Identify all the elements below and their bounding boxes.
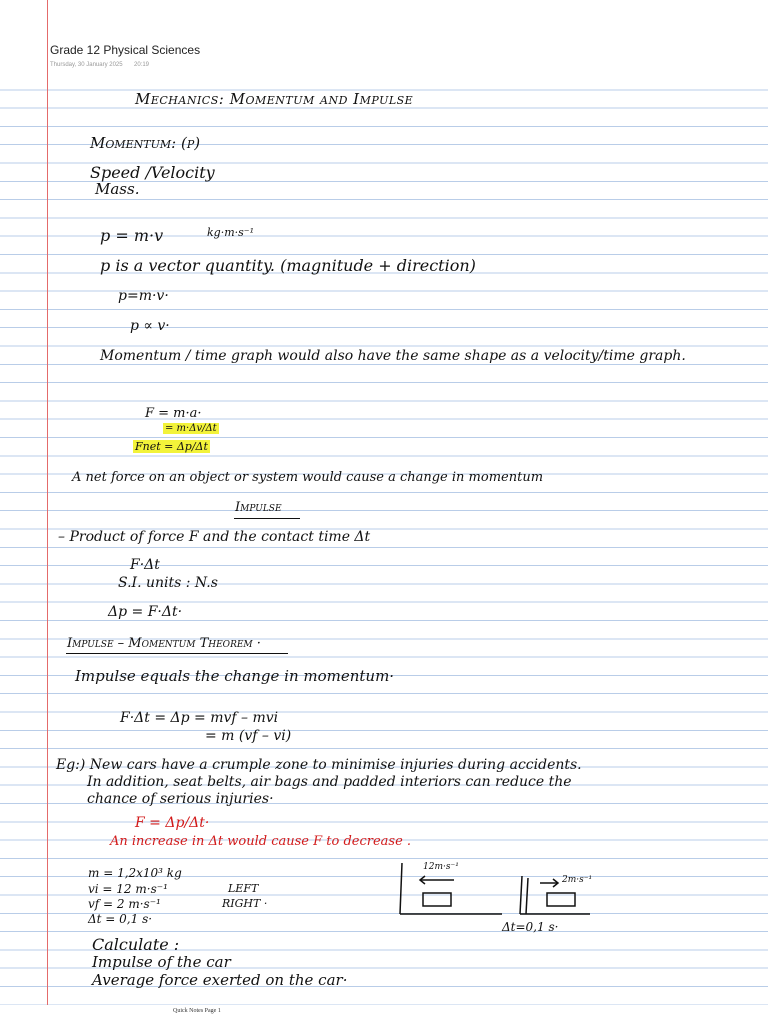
page-header-area bbox=[0, 0, 768, 84]
calculate-impulse: Impulse of the car bbox=[92, 953, 231, 971]
collision-diagram bbox=[390, 860, 593, 936]
theorem-statement: Impulse equals the change in momentum· bbox=[75, 667, 395, 685]
page-footer-area bbox=[0, 1005, 768, 1024]
diagram-velocity-2: 2m·s⁻¹ bbox=[562, 875, 593, 885]
car-2 bbox=[547, 893, 575, 906]
impulse-heading: Impulse bbox=[235, 500, 282, 515]
wall-2-thick bbox=[526, 878, 528, 914]
f-equals-ma: F = m·a· bbox=[145, 406, 202, 421]
main-heading: Mechanics: Momentum and Impulse bbox=[135, 90, 414, 108]
highlight-mdv: = m·Δv/Δt bbox=[165, 423, 217, 434]
wall-2 bbox=[520, 876, 522, 914]
page-date: Thursday, 30 January 2025 bbox=[50, 62, 123, 68]
red-margin-line bbox=[47, 0, 48, 1005]
p-proportional-v: p ∝ v· bbox=[130, 318, 170, 334]
example-line-2: In addition, seat belts, air bags and padded interiors can reduce the bbox=[87, 774, 572, 790]
given-vi-direction: LEFT bbox=[228, 882, 259, 895]
red-force-formula: F = Δp/Δt· bbox=[135, 815, 210, 831]
wall-1 bbox=[400, 863, 402, 914]
given-contact-time: Δt = 0,1 s· bbox=[88, 912, 153, 926]
theorem-underline bbox=[66, 653, 288, 654]
given-final-velocity: vf = 2 m·s⁻¹ bbox=[88, 897, 161, 911]
theorem-equation-2: = m (vf – vi) bbox=[205, 728, 292, 744]
f-dt-text: F·Δt bbox=[130, 557, 160, 573]
car-1 bbox=[423, 893, 451, 906]
momentum-units: kg·m·s⁻¹ bbox=[207, 226, 254, 239]
net-force-text: A net force on an object or system would cause a change in momentum bbox=[72, 470, 544, 485]
example-line-1: Eg:) New cars have a crumple zone to minimise injuries during accidents. bbox=[56, 757, 582, 773]
given-initial-velocity: vi = 12 m·s⁻¹ bbox=[88, 882, 168, 896]
momentum-formula: p = m·v bbox=[100, 226, 164, 245]
calculate-heading: Calculate : bbox=[92, 935, 180, 954]
theorem-equation-1: F·Δt = Δp = mvf – mvi bbox=[120, 710, 279, 726]
diagram-contact-time: Δt=0,1 s· bbox=[502, 920, 559, 934]
footer-page-label: Quick Notes Page 1 bbox=[173, 1008, 221, 1014]
mass-text: Mass. bbox=[95, 180, 140, 198]
momentum-heading: Momentum: (p) bbox=[90, 134, 201, 152]
given-mass: m = 1,2x10³ kg bbox=[88, 866, 182, 880]
f-equals-mdv bbox=[163, 423, 219, 434]
page-title: Grade 12 Physical Sciences bbox=[50, 43, 201, 57]
theorem-heading: Impulse – Momentum Theorem · bbox=[67, 636, 261, 651]
impulse-definition: – Product of force F and the contact time Δt bbox=[58, 529, 371, 545]
given-vf-direction: RIGHT · bbox=[222, 897, 268, 910]
vector-quantity-text: p is a vector quantity. (magnitude + direction) bbox=[100, 256, 476, 275]
graph-shape-text: Momentum / time graph would also have the same shape as a velocity/time graph. bbox=[100, 348, 686, 364]
speed-velocity-text: Speed /Velocity bbox=[90, 163, 215, 182]
example-line-3: chance of serious injuries· bbox=[87, 791, 274, 807]
diagram-velocity-1: 12m·s⁻¹ bbox=[423, 862, 459, 872]
calculate-average-force: Average force exerted on the car· bbox=[92, 971, 348, 989]
highlight-fnet: Fnet = Δp/Δt bbox=[135, 440, 208, 453]
p-equals-mv: p=m·v· bbox=[118, 288, 169, 304]
si-units-text: S.I. units : N.s bbox=[118, 575, 218, 591]
fnet-formula bbox=[133, 440, 210, 453]
red-increase-statement: An increase in Δt would cause F to decrease . bbox=[110, 834, 412, 849]
impulse-underline bbox=[234, 518, 300, 519]
dp-equals-fdt: Δp = F·Δt· bbox=[108, 604, 183, 620]
page-time: 20:19 bbox=[134, 62, 150, 68]
